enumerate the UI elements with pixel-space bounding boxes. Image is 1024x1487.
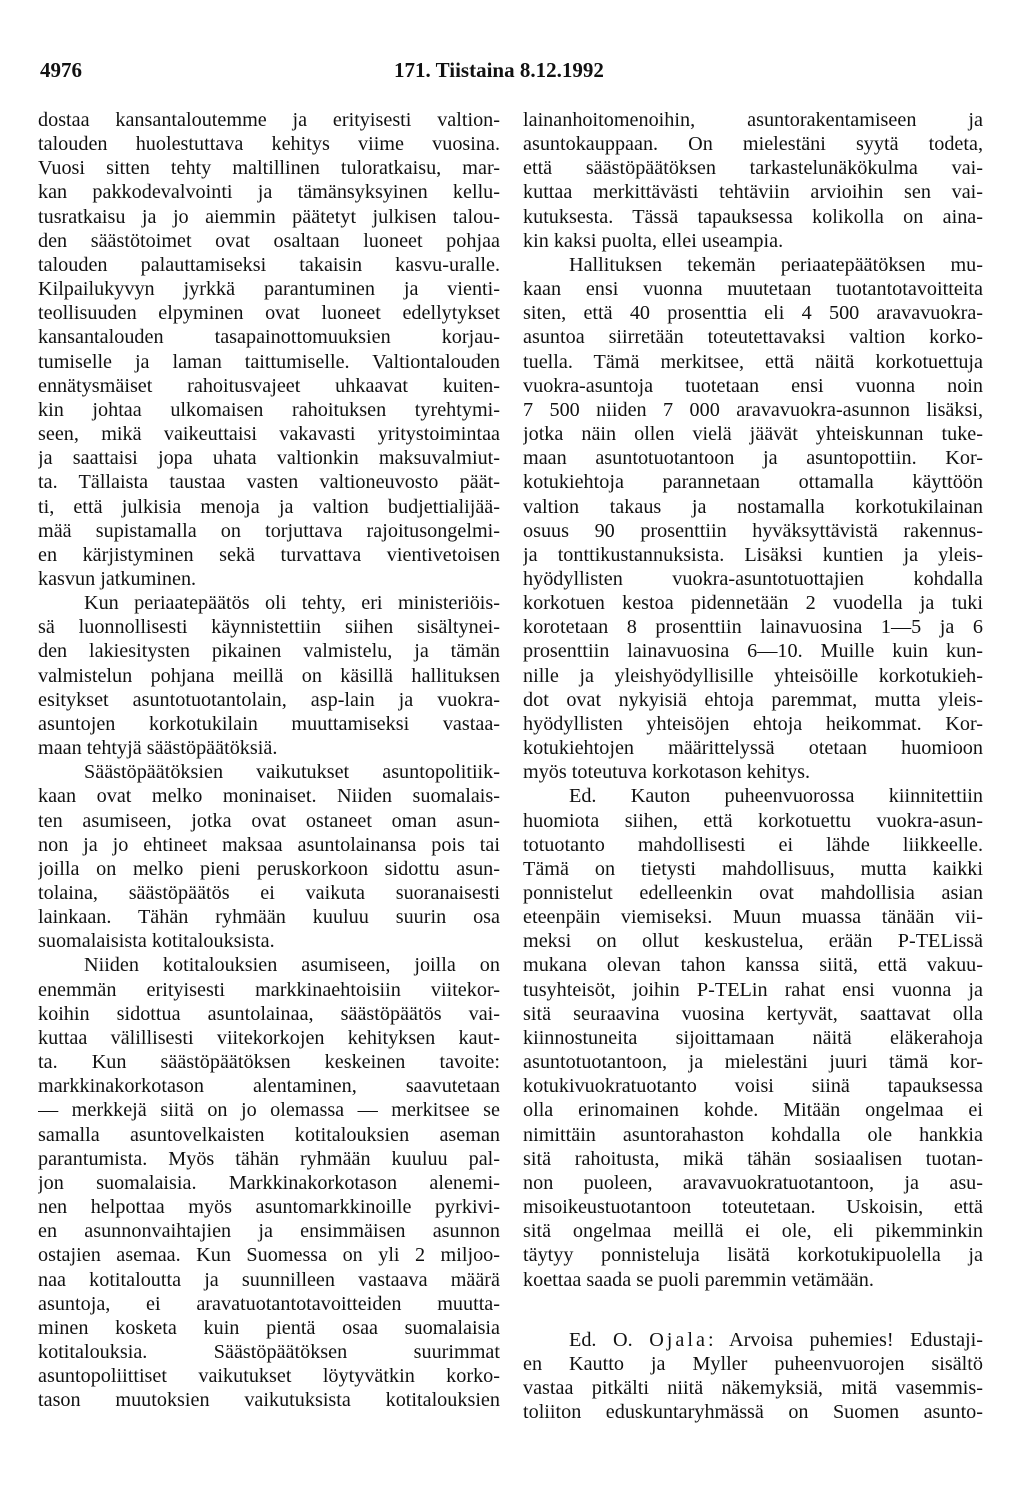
- text-line: lainkaan. Tähän ryhmään kuuluu suurin osa: [38, 906, 500, 929]
- text-line: tusratkaisu ja jo aiemmin päätetyt julkisen talou-: [38, 205, 500, 228]
- text-line: jon suomalaisia. Markkinakorkotason alenemi-: [38, 1171, 500, 1194]
- text-line: kotukiehtoja parannetaan ottamalla käyttöön: [523, 471, 983, 494]
- text-line: maan tehtyjä säästöpäätöksiä.: [38, 737, 278, 760]
- text-line: Kun periaatepäätös oli tehty, eri ministeriöis-: [84, 592, 500, 615]
- speaker-name: Ojala: [649, 1328, 708, 1351]
- text-line: tason muutoksien vaikutuksista kotitalouksien: [38, 1389, 500, 1412]
- text-line: totuotanto mahdollisesti ei lähde liikkeelle.: [523, 833, 983, 856]
- text-line: ostajien asemaa. Kun Suomessa on yli 2 miljoo-: [38, 1244, 500, 1267]
- text-line: asuntoa siirretään toteutettavaksi valtion korko-: [523, 326, 983, 349]
- text-line: asuntotuotantoon, ja mielestäni juuri tämä kor-: [523, 1051, 983, 1074]
- text-line: vastaa pitkälti niitä näkemyksiä, mitä vasemmis-: [523, 1376, 983, 1399]
- text-line: suomalaisista kotitalouksista.: [38, 930, 275, 953]
- text-line: seen, mikä vaikeuttaisi vakavasti yritystoimintaa: [38, 423, 500, 446]
- text-line: kansantalouden tasapainottomuuksien korjau-: [38, 326, 500, 349]
- right-column: [523, 108, 983, 1424]
- text-line: en kärjistyminen sekä turvattava vientivetoisen: [38, 543, 500, 566]
- speaker-prefix: Ed. O.: [569, 1328, 650, 1351]
- text-line: kutuksesta. Tässä tapauksessa kolikolla on aina-: [523, 205, 983, 228]
- text-line: osuus 90 prosenttiin hyväksyttävistä rakennus-: [523, 519, 983, 542]
- text-line: asuntojen korkotukilain muuttamiseksi vastaa-: [38, 712, 500, 735]
- text-line: ennätysmäiset rahoitusvajeet uhkaavat kuiten-: [38, 374, 500, 397]
- text-line: kotukivuokratuotanto voisi siinä tapauksessa: [523, 1075, 983, 1098]
- text-line: kin kaksi puolta, ellei useampia.: [523, 229, 784, 252]
- text-line: ja tonttikustannuksista. Lisäksi kuntien ja yleis-: [523, 543, 983, 566]
- text-line: den säästötoimet ovat osaltaan luoneet pohjaa: [38, 229, 500, 252]
- text-line: tusyhteisöt, joihin P-TELin rahat ensi vuonna ja: [523, 978, 983, 1001]
- text-line: non ja jo ehtineet maksaa asuntolainansa pois tai: [38, 833, 500, 856]
- text-line: dostaa kansantaloutemme ja erityisesti valtion-: [38, 109, 500, 131]
- running-head: 171. Tiistaina 8.12.1992: [394, 58, 604, 82]
- text-line: jotka näin ollen vielä jäävät yhteiskunnan tuke-: [523, 423, 983, 446]
- text-line: ponnistelut edelleenkin ovat mahdollisia asian: [523, 882, 983, 904]
- text-line: hyödyllisten yhteisöjen ehtoja heikommat. Kor-: [523, 712, 983, 735]
- text-line: samalla asuntovelkaisten kotitalouksien aseman: [38, 1123, 500, 1146]
- text-line: nille ja yleishyödyllisille yhteisöille korkotukieh-: [523, 664, 983, 687]
- text-line: misoikeustuotantoon toteutetaan. Uskoisin, että: [523, 1196, 983, 1219]
- text-line: valmistelun pohjana meillä on käsillä hallituksen: [38, 664, 500, 687]
- text-line: tuella. Tämä merkitsee, että näitä korkotuettuja: [523, 350, 983, 373]
- paragraph-gap: [523, 1292, 983, 1328]
- text-line: sä luonnollisesti käynnistettiin siihen sisältynei-: [38, 616, 500, 639]
- text-line: täytyy ponnisteluja lisätä korkotukipuolella ja: [523, 1244, 983, 1267]
- text-line: teollisuuden elpyminen ovat luoneet edellytykset: [38, 302, 500, 325]
- text-line: sitä rahoitusta, mikä tähän sosiaalisen tuotan-: [523, 1147, 983, 1170]
- text-line: hyödyllisten vuokra-asuntotuottajien kohdalla: [523, 567, 983, 590]
- text-line: minen kosketa kuin pientä osaa suomalaisia: [38, 1316, 500, 1339]
- text-line: Kilpailukyvyn jyrkkä parantuminen ja vienti-: [38, 278, 500, 301]
- left-column: [38, 108, 500, 1412]
- text-line: maan asuntotuotantoon ja asuntopottiin. Kor-: [523, 447, 983, 470]
- text-line: kiinnostuneita sijoittamaan näitä eläkerahoja: [523, 1026, 983, 1049]
- text-line: että säästöpäätöksen tarkastelunäkökulma vai-: [523, 157, 983, 180]
- text-line: kotukiehtojen määrittelyssä otetaan huomioon: [523, 737, 983, 760]
- text-line: talouden palauttamiseksi takaisin kasvu-uralle.: [38, 253, 500, 276]
- text-line: en Kautto ja Myller puheenvuorojen sisältö: [523, 1352, 983, 1375]
- text-line: ta. Kun säästöpäätöksen keskeinen tavoite:: [38, 1051, 500, 1074]
- text-line: sitä seuraavina vuosina kertyvät, saattavat olla: [523, 1002, 983, 1025]
- text-line: asuntokauppaan. On mielestäni syytä todeta,: [523, 133, 983, 156]
- text-line: koettaa saada se puoli paremmin vetämään.: [523, 1268, 874, 1291]
- text-line: nimittäin asuntorahaston kohdalla ole hankkia: [523, 1123, 983, 1146]
- text-line: ja saattaisi jopa uhata valtionkin maksuvalmiut-: [38, 447, 500, 470]
- text-line: non puoleen, aravavuokratuotantoon, ja asu-: [523, 1171, 983, 1194]
- text-line: markkinakorkotason alentaminen, saavutetaan: [38, 1075, 500, 1098]
- speaker-line: [523, 1328, 983, 1352]
- text-line: parantumista. Myös tähän ryhmään kuuluu pal-: [38, 1147, 500, 1170]
- text-line: asuntopoliittiset vaikutukset löytyvätkin korko-: [38, 1365, 500, 1388]
- text-line: nen helpottaa myös asuntomarkkinoille pyrkivi-: [38, 1196, 500, 1219]
- text-line: olla erinomainen kohde. Mitään ongelmaa ei: [523, 1099, 983, 1122]
- text-line: talouden huolestuttava kehitys viime vuosina.: [38, 133, 500, 156]
- text-line: mukana olevan tahon kanssa siitä, että vakuu-: [523, 954, 983, 977]
- text-line: esitykset asuntotuotantolain, asp-lain ja vuokra-: [38, 688, 500, 711]
- text-line: joilla on melko pieni peruskorkoon sidottu asun-: [38, 857, 500, 880]
- text-line: kotitalouksia. Säästöpäätöksen suurimmat: [38, 1340, 500, 1363]
- text-line: lainanhoitomenoihin, asuntorakentamiseen ja: [523, 109, 983, 131]
- text-line: kuttaa merkittävästi tehtäviin arvioihin sen vai-: [523, 181, 983, 204]
- text-line: prosenttiin lainavuosina 6—10. Muille kuin kun-: [523, 640, 983, 663]
- text-line: tolaina, säästöpäätös ei vaikuta suoranaisesti: [38, 882, 500, 904]
- text-line: kin johtaa ulkomaisen rahoituksen tyrehtymi-: [38, 398, 500, 421]
- text-line: 7 500 niiden 7 000 aravavuokra-asunnon lisäksi,: [523, 398, 983, 421]
- text-line: korotetaan 8 prosenttiin lainavuosina 1—5 ja 6: [523, 616, 983, 639]
- text-line: Säästöpäätöksien vaikutukset asuntopolitiik-: [84, 761, 500, 784]
- text-line: ti, että julkisia menoja ja valtion budjettialijää-: [38, 495, 500, 518]
- text-line: tumiselle ja laman taittumiselle. Valtiontalouden: [38, 350, 500, 373]
- text-line: siten, että 40 prosenttia eli 4 500 aravavuokra-: [523, 302, 983, 325]
- text-line: mää supistamalla on torjuttava rajoitusongelmi-: [38, 519, 500, 542]
- text-line: en asunnonvaihtajien ja ensimmäisen asunnon: [38, 1220, 500, 1243]
- text-line: Niiden kotitalouksien asumiseen, joilla on: [84, 954, 500, 977]
- text-line: kaan ovat melko moninaiset. Niiden suomalais-: [38, 785, 500, 808]
- text-line: sitä ongelmaa meillä ei ole, eli pikemminkin: [523, 1220, 983, 1243]
- text-line: Hallituksen tekemän periaatepäätöksen mu-: [569, 253, 983, 276]
- text-line: ten asumiseen, jotka ovat ostaneet oman asun-: [38, 809, 500, 832]
- text-line: valtion takaus ja nostamalla korkotukilainan: [523, 495, 983, 518]
- text-line: kuttaa välillisesti viitekorkojen kehityksen kaut-: [38, 1026, 500, 1049]
- speech-opening: : Arvoisa puhemies! Edustaji-: [707, 1328, 983, 1351]
- text-line: meksi on ollut keskustelua, erään P-TELissä: [523, 930, 983, 953]
- page-number: 4976: [40, 58, 82, 82]
- text-line: Ed. Kauton puheenvuorossa kiinnitettiin: [569, 785, 983, 808]
- text-line: enemmän erityisesti markkinaehtoisiin viitekor-: [38, 978, 500, 1001]
- text-line: koihin sidottua asuntolainaa, säästöpäätös vai-: [38, 1002, 500, 1025]
- text-line: — merkkejä siitä on jo olemassa — merkitsee se: [38, 1099, 500, 1122]
- text-line: naa kotitaloutta ja suunnilleen vastaava määrä: [38, 1268, 500, 1291]
- text-line: dot ovat nykyisiä ehtoja paremmat, mutta yleis-: [523, 688, 983, 711]
- text-line: kan pakkodevalvointi ja tämänsyksyinen kellu-: [38, 181, 500, 204]
- text-line: kasvun jatkuminen.: [38, 567, 197, 590]
- text-line: myös toteutuva korkotason kehitys.: [523, 761, 811, 784]
- text-line: kaan ensi vuonna muutetaan tuotantotavoitteita: [523, 278, 983, 301]
- text-line: Vuosi sitten tehty maltillinen tuloratkaisu, mar-: [38, 157, 500, 180]
- text-line: huomiota siihen, että korkotuettu vuokra-asun-: [523, 809, 983, 832]
- text-line: asuntoja, ei aravatuotantotavoitteiden muutta-: [38, 1292, 500, 1315]
- text-line: ta. Tällaista taustaa vasten valtioneuvosto päät-: [38, 471, 500, 494]
- text-line: vuokra-asuntoja tuotetaan ensi vuonna noin: [523, 374, 983, 397]
- text-line: korkotuen kestoa pidennetään 2 vuodella ja tuki: [523, 592, 983, 615]
- text-line: eteenpäin viemiseksi. Muun muassa tänään vii-: [523, 906, 983, 929]
- text-line: Tämä on tietysti mahdollisuus, mutta kaikki: [523, 857, 983, 880]
- text-line: toliiton eduskuntaryhmässä on Suomen asunto-: [523, 1401, 983, 1424]
- text-line: den lakiesitysten pikainen valmistelu, ja tämän: [38, 640, 500, 663]
